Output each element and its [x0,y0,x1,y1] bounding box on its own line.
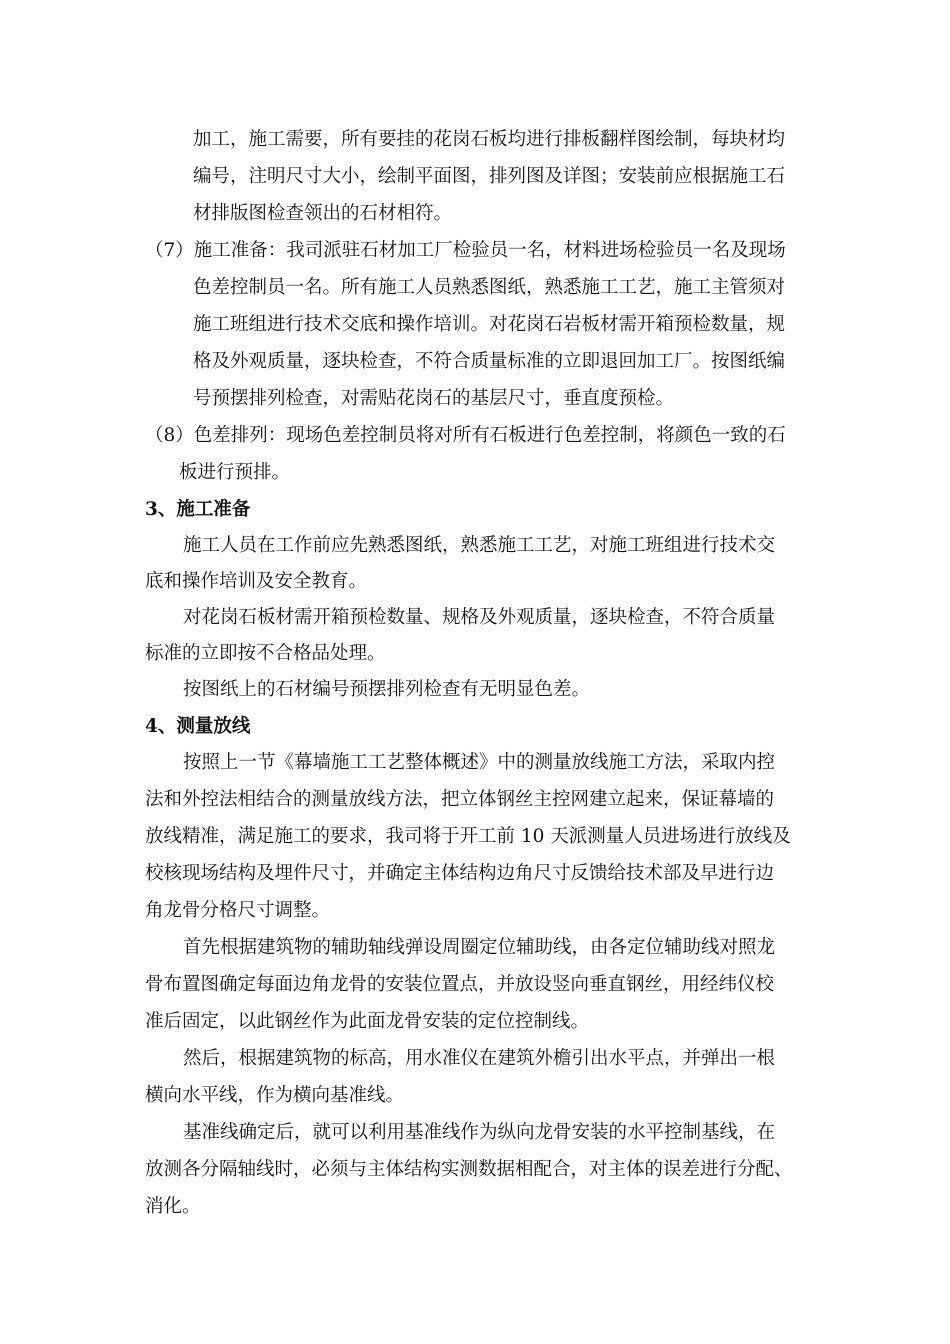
text-line: 对花岗石板材需开箱预检数量、规格及外观质量，逐块检查，不符合质量 [183,607,776,628]
text-line: 放线精准，满足施工的要求，我司将于开工前 10 天派测量人员进场进行放线及 [145,826,791,847]
text-line: 底和操作培训及安全教育。 [145,571,368,592]
text-line: 骨布置图确定每面边角龙骨的安装位置点，并放设竖向垂直钢丝，用经纬仪校 [145,974,775,995]
text-line: 放测各分隔轴线时，必须与主体结构实测数据相配合，对主体的误差进行分配、 [145,1159,793,1180]
section-heading: 4、测量放线 [145,716,251,737]
text-line: （8）色差排列：现场色差控制员将对所有石板进行色差控制，将颜色一致的石 [145,425,786,446]
text-line: 准后固定，以此钢丝作为此面龙骨安装的定位控制线。 [145,1011,590,1032]
text-line: 首先根据建筑物的辅助轴线弹设周圈定位辅助线，由各定位辅助线对照龙 [183,937,776,958]
text-line: 编号，注明尺寸大小，绘制平面图，排列图及详图；安装前应根据施工石 [193,166,786,187]
text-line: 材排版图检查领出的石材相符。 [193,203,453,224]
text-line: 横向水平线，作为横向基准线。 [145,1085,405,1106]
text-line: 按图纸上的石材编号预摆排列检查有无明显色差。 [183,679,591,700]
text-line: 施工班组进行技术交底和操作培训。对花岗石岩板材需开箱预检数量，规 [193,314,786,335]
section-heading: 3、施工准备 [145,499,251,520]
text-line: 色差控制员一名。所有施工人员熟悉图纸，熟悉施工工艺，施工主管须对 [193,277,786,298]
text-line: 格及外观质量，逐块检查，不符合质量标准的立即退回加工厂。按图纸编 [193,351,786,372]
text-line: 基准线确定后，就可以利用基准线作为纵向龙骨安装的水平控制基线，在 [183,1122,776,1143]
text-line: 加工，施工需要，所有要挂的花岗石板均进行排板翻样图绘制，每块材均 [193,129,786,150]
text-line: 号预摆排列检查，对需贴花岗石的基层尺寸，垂直度预检。 [193,388,675,409]
text-line: 然后，根据建筑物的标高，用水准仪在建筑外檐引出水平点，并弹出一根 [183,1048,776,1069]
text-line: 施工人员在工作前应先熟悉图纸，熟悉施工工艺，对施工班组进行技术交 [183,535,776,556]
text-line: 校核现场结构及埋件尺寸，并确定主体结构边角尺寸反馈给技术部及早进行边 [145,863,775,884]
text-line: 消化。 [145,1196,201,1217]
text-line: 角龙骨分格尺寸调整。 [145,900,331,921]
text-line: 法和外控法相结合的测量放线方法，把立体钢丝主控网建立起来，保证幕墙的 [145,789,775,810]
text-line: （7）施工准备：我司派驻石材加工厂检验员一名，材料进场检验员一名及现场 [145,240,786,261]
text-line: 标准的立即按不合格品处理。 [145,643,386,664]
text-line: 板进行预排。 [179,462,291,483]
text-line: 按照上一节《幕墙施工工艺整体概述》中的测量放线施工方法，采取内控 [183,752,776,773]
